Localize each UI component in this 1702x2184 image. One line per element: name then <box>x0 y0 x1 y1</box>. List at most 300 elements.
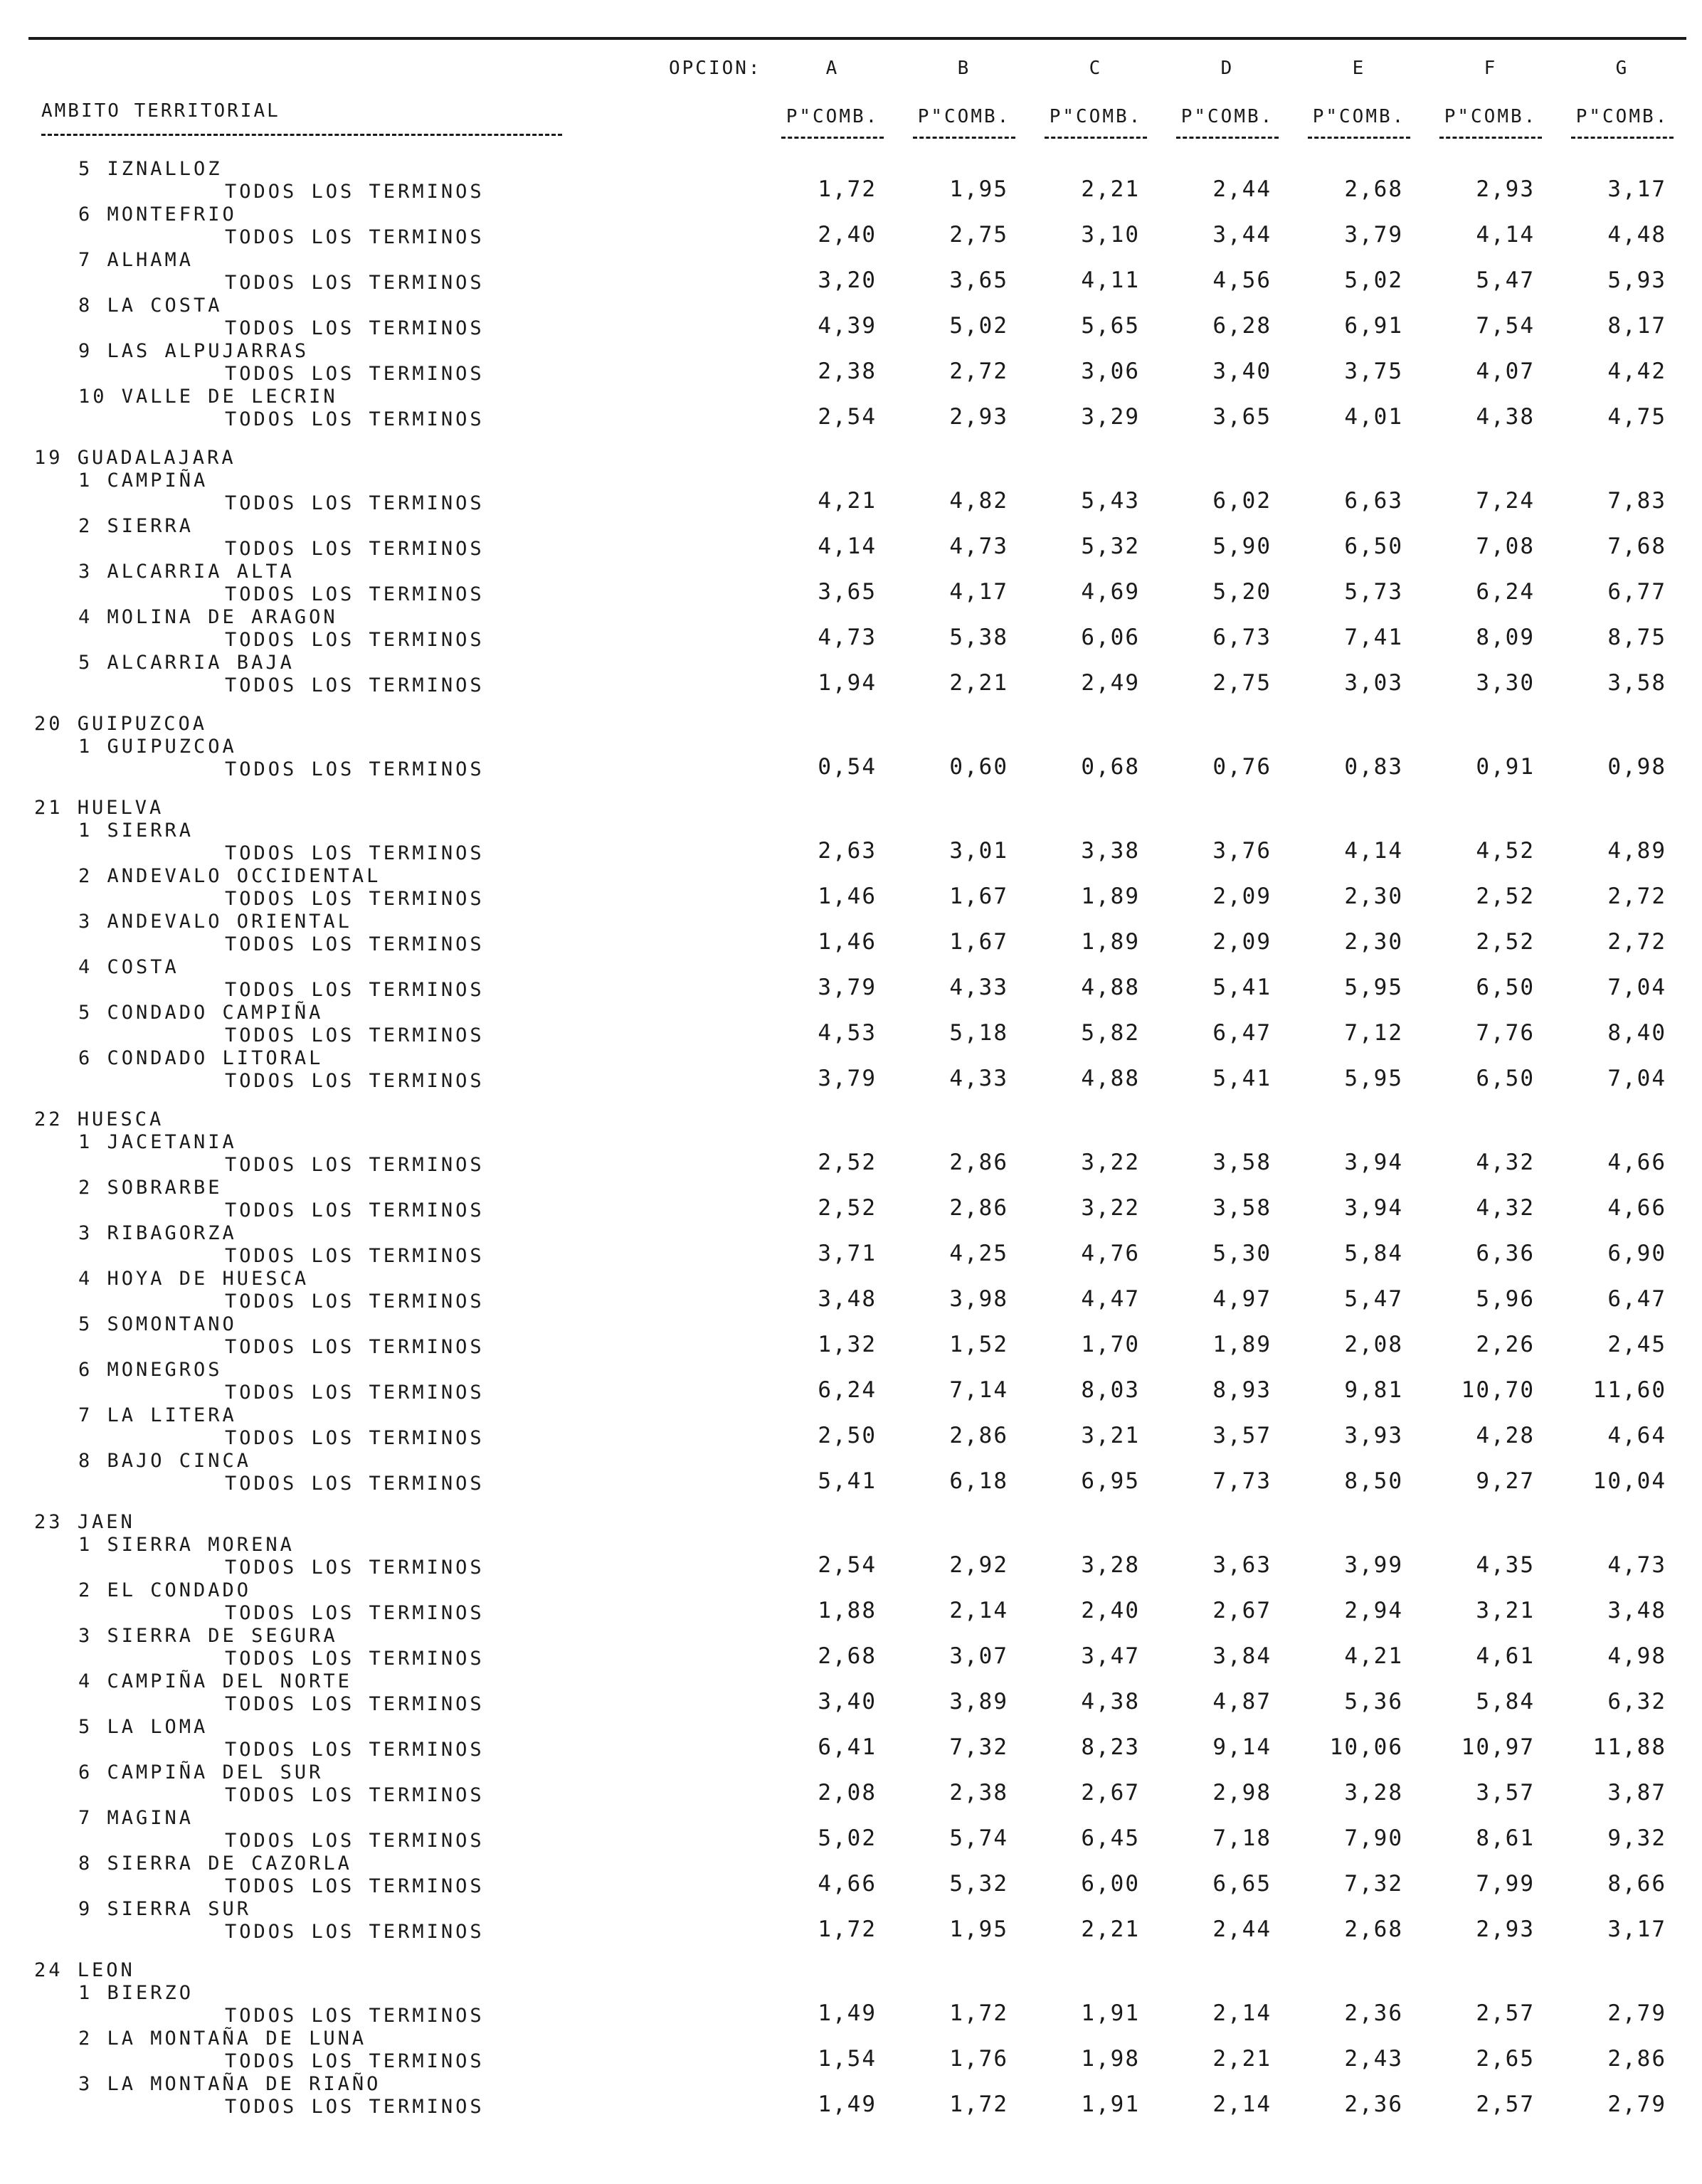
value-cell-b: 5,18 <box>949 1020 1008 1046</box>
value-cell-c: 3,29 <box>1081 404 1140 430</box>
value-cell-b: 1,67 <box>949 929 1008 955</box>
comarca-label: 8 BAJO CINCA <box>78 1450 252 1472</box>
value-cell-e: 2,94 <box>1344 1598 1403 1623</box>
value-cell-a: 1,46 <box>818 884 877 909</box>
value-cell-b: 5,32 <box>949 1871 1008 1897</box>
value-cell-d: 6,65 <box>1212 1871 1272 1897</box>
comarca-label: 1 BIERZO <box>78 1982 194 2004</box>
value-cell-e: 3,99 <box>1344 1552 1403 1578</box>
value-cell-d: 2,09 <box>1212 884 1272 909</box>
value-cell-d: 3,58 <box>1212 1150 1272 1175</box>
comarca-label: 2 ANDEVALO OCCIDENTAL <box>78 865 381 887</box>
value-cell-e: 5,36 <box>1344 1689 1403 1714</box>
term-label: TODOS LOS TERMINOS <box>225 1739 485 1761</box>
term-label: TODOS LOS TERMINOS <box>225 1427 485 1449</box>
term-label: TODOS LOS TERMINOS <box>225 1830 485 1852</box>
value-cell-a: 1,46 <box>818 929 877 955</box>
value-cell-g: 4,64 <box>1607 1423 1666 1448</box>
value-cell-d: 2,67 <box>1212 1598 1272 1623</box>
value-cell-d: 5,30 <box>1212 1241 1272 1266</box>
value-cell-g: 7,04 <box>1607 975 1666 1000</box>
value-cell-c: 4,11 <box>1081 267 1140 293</box>
value-cell-b: 2,38 <box>949 1780 1008 1806</box>
value-cell-a: 4,66 <box>818 1871 877 1897</box>
value-cell-e: 4,01 <box>1344 404 1403 430</box>
term-label: TODOS LOS TERMINOS <box>225 1693 485 1715</box>
value-cell-c: 2,49 <box>1081 670 1140 696</box>
value-cell-b: 4,17 <box>949 579 1008 605</box>
value-cell-c: 6,00 <box>1081 1871 1140 1897</box>
comarca-label: 1 CAMPIÑA <box>78 470 208 492</box>
value-cell-g: 3,48 <box>1607 1598 1666 1623</box>
value-cell-g: 4,48 <box>1607 222 1666 248</box>
comarca-label: 5 ALCARRIA BAJA <box>78 652 295 674</box>
comarca-label: 5 CONDADO CAMPIÑA <box>78 1002 324 1024</box>
value-cell-f: 7,99 <box>1476 1871 1535 1897</box>
value-cell-b: 2,86 <box>949 1423 1008 1448</box>
value-cell-f: 3,30 <box>1476 670 1535 696</box>
term-label: TODOS LOS TERMINOS <box>225 933 485 955</box>
value-cell-e: 6,63 <box>1344 488 1403 514</box>
term-label: TODOS LOS TERMINOS <box>225 1557 485 1579</box>
comarca-label: 5 IZNALLOZ <box>78 158 223 180</box>
value-cell-g: 11,88 <box>1592 1734 1666 1760</box>
value-cell-b: 4,25 <box>949 1241 1008 1266</box>
column-subheader-c: P"COMB. <box>1049 106 1143 127</box>
value-cell-b: 3,07 <box>949 1643 1008 1669</box>
value-cell-f: 5,47 <box>1476 267 1535 293</box>
value-cell-a: 2,68 <box>818 1643 877 1669</box>
value-cell-a: 0,54 <box>818 754 877 780</box>
value-cell-d: 3,57 <box>1212 1423 1272 1448</box>
column-letter-b: B <box>957 58 971 79</box>
value-cell-c: 1,91 <box>1081 2092 1140 2117</box>
comarca-label: 2 SIERRA <box>78 515 194 537</box>
ambito-territorial-label: AMBITO TERRITORIAL <box>41 100 280 122</box>
term-label: TODOS LOS TERMINOS <box>225 842 485 864</box>
value-cell-g: 5,93 <box>1607 267 1666 293</box>
value-cell-e: 4,21 <box>1344 1643 1403 1669</box>
value-cell-f: 4,38 <box>1476 404 1535 430</box>
value-cell-e: 4,14 <box>1344 838 1403 864</box>
value-cell-b: 3,89 <box>949 1689 1008 1714</box>
value-cell-e: 2,30 <box>1344 929 1403 955</box>
value-cell-a: 2,38 <box>818 359 877 384</box>
value-cell-b: 1,95 <box>949 176 1008 202</box>
value-cell-f: 2,93 <box>1476 176 1535 202</box>
term-label: TODOS LOS TERMINOS <box>225 181 485 203</box>
value-cell-e: 6,91 <box>1344 313 1403 339</box>
column-underline-b <box>913 137 1015 139</box>
value-cell-g: 2,79 <box>1607 2000 1666 2026</box>
value-cell-d: 8,93 <box>1212 1377 1272 1403</box>
value-cell-e: 3,28 <box>1344 1780 1403 1806</box>
value-cell-c: 5,32 <box>1081 534 1140 559</box>
column-underline-a <box>781 137 884 139</box>
value-cell-g: 6,77 <box>1607 579 1666 605</box>
value-cell-b: 3,01 <box>949 838 1008 864</box>
value-cell-g: 6,47 <box>1607 1286 1666 1312</box>
column-letter-d: D <box>1220 58 1235 79</box>
value-cell-e: 5,73 <box>1344 579 1403 605</box>
value-cell-f: 3,21 <box>1476 1598 1535 1623</box>
province-heading: 20 GUIPUZCOA <box>34 713 208 735</box>
value-cell-g: 9,32 <box>1607 1825 1666 1851</box>
value-cell-f: 2,52 <box>1476 884 1535 909</box>
value-cell-e: 2,68 <box>1344 1917 1403 1942</box>
value-cell-g: 7,68 <box>1607 534 1666 559</box>
value-cell-a: 4,39 <box>818 313 877 339</box>
value-cell-e: 3,94 <box>1344 1150 1403 1175</box>
comarca-label: 2 SOBRARBE <box>78 1177 223 1199</box>
value-cell-b: 5,02 <box>949 313 1008 339</box>
value-cell-f: 3,57 <box>1476 1780 1535 1806</box>
value-cell-g: 3,17 <box>1607 176 1666 202</box>
column-letter-e: E <box>1352 58 1366 79</box>
value-cell-e: 2,08 <box>1344 1332 1403 1357</box>
value-cell-a: 5,02 <box>818 1825 877 1851</box>
value-cell-a: 3,71 <box>818 1241 877 1266</box>
value-cell-f: 2,57 <box>1476 2000 1535 2026</box>
column-subheader-f: P"COMB. <box>1444 106 1538 127</box>
comarca-label: 1 SIERRA MORENA <box>78 1534 295 1556</box>
value-cell-c: 4,69 <box>1081 579 1140 605</box>
value-cell-e: 5,95 <box>1344 975 1403 1000</box>
column-underline-d <box>1176 137 1279 139</box>
value-cell-b: 2,14 <box>949 1598 1008 1623</box>
term-label: TODOS LOS TERMINOS <box>225 583 485 605</box>
value-cell-c: 3,28 <box>1081 1552 1140 1578</box>
column-letter-a: A <box>825 58 840 79</box>
ambito-underline <box>41 134 562 136</box>
value-cell-e: 9,81 <box>1344 1377 1403 1403</box>
value-cell-f: 0,91 <box>1476 754 1535 780</box>
value-cell-b: 4,33 <box>949 975 1008 1000</box>
comarca-label: 2 EL CONDADO <box>78 1579 252 1601</box>
term-label: TODOS LOS TERMINOS <box>225 1875 485 1897</box>
term-label: TODOS LOS TERMINOS <box>225 758 485 780</box>
value-cell-a: 2,52 <box>818 1150 877 1175</box>
value-cell-g: 3,58 <box>1607 670 1666 696</box>
value-cell-c: 5,82 <box>1081 1020 1140 1046</box>
value-cell-a: 1,54 <box>818 2046 877 2072</box>
value-cell-d: 2,14 <box>1212 2092 1272 2117</box>
value-cell-c: 5,65 <box>1081 313 1140 339</box>
term-label: TODOS LOS TERMINOS <box>225 317 485 339</box>
value-cell-c: 1,91 <box>1081 2000 1140 2026</box>
comarca-label: 6 MONEGROS <box>78 1359 223 1381</box>
comarca-label: 2 LA MONTAÑA DE LUNA <box>78 2027 367 2050</box>
value-cell-f: 5,96 <box>1476 1286 1535 1312</box>
value-cell-g: 8,75 <box>1607 625 1666 650</box>
value-cell-d: 3,58 <box>1212 1195 1272 1221</box>
value-cell-e: 5,95 <box>1344 1066 1403 1091</box>
term-label: TODOS LOS TERMINOS <box>225 1290 485 1313</box>
term-label: TODOS LOS TERMINOS <box>225 1473 485 1495</box>
value-cell-g: 7,04 <box>1607 1066 1666 1091</box>
value-cell-e: 5,02 <box>1344 267 1403 293</box>
value-cell-d: 3,65 <box>1212 404 1272 430</box>
value-cell-f: 10,97 <box>1461 1734 1535 1760</box>
value-cell-a: 6,41 <box>818 1734 877 1760</box>
value-cell-d: 2,14 <box>1212 2000 1272 2026</box>
value-cell-d: 6,47 <box>1212 1020 1272 1046</box>
value-cell-c: 5,43 <box>1081 488 1140 514</box>
value-cell-c: 2,40 <box>1081 1598 1140 1623</box>
column-underline-g <box>1571 137 1674 139</box>
value-cell-a: 1,72 <box>818 1917 877 1942</box>
value-cell-a: 6,24 <box>818 1377 877 1403</box>
value-cell-f: 4,52 <box>1476 838 1535 864</box>
value-cell-a: 4,53 <box>818 1020 877 1046</box>
value-cell-g: 2,79 <box>1607 2092 1666 2117</box>
value-cell-e: 2,36 <box>1344 2092 1403 2117</box>
value-cell-a: 1,94 <box>818 670 877 696</box>
term-label: TODOS LOS TERMINOS <box>225 363 485 385</box>
value-cell-a: 3,20 <box>818 267 877 293</box>
comarca-label: 4 HOYA DE HUESCA <box>78 1268 310 1290</box>
comarca-label: 3 ALCARRIA ALTA <box>78 561 295 583</box>
province-heading: 23 JAEN <box>34 1511 135 1533</box>
term-label: TODOS LOS TERMINOS <box>225 2096 485 2118</box>
comarca-label: 8 LA COSTA <box>78 295 223 317</box>
value-cell-b: 6,18 <box>949 1468 1008 1494</box>
value-cell-d: 7,18 <box>1212 1825 1272 1851</box>
value-cell-f: 7,08 <box>1476 534 1535 559</box>
value-cell-e: 6,50 <box>1344 534 1403 559</box>
value-cell-f: 6,36 <box>1476 1241 1535 1266</box>
value-cell-e: 7,32 <box>1344 1871 1403 1897</box>
value-cell-a: 2,50 <box>818 1423 877 1448</box>
term-label: TODOS LOS TERMINOS <box>225 1245 485 1267</box>
value-cell-b: 0,60 <box>949 754 1008 780</box>
value-cell-c: 3,21 <box>1081 1423 1140 1448</box>
value-cell-g: 8,66 <box>1607 1871 1666 1897</box>
value-cell-f: 2,26 <box>1476 1332 1535 1357</box>
value-cell-c: 3,10 <box>1081 222 1140 248</box>
value-cell-c: 4,88 <box>1081 1066 1140 1091</box>
value-cell-c: 0,68 <box>1081 754 1140 780</box>
value-cell-a: 2,40 <box>818 222 877 248</box>
comarca-label: 3 ANDEVALO ORIENTAL <box>78 911 352 933</box>
value-cell-d: 5,41 <box>1212 975 1272 1000</box>
value-cell-b: 2,72 <box>949 359 1008 384</box>
value-cell-d: 4,56 <box>1212 267 1272 293</box>
value-cell-g: 2,72 <box>1607 884 1666 909</box>
value-cell-a: 4,21 <box>818 488 877 514</box>
value-cell-e: 5,47 <box>1344 1286 1403 1312</box>
value-cell-c: 4,88 <box>1081 975 1140 1000</box>
term-label: TODOS LOS TERMINOS <box>225 492 485 514</box>
value-cell-b: 3,65 <box>949 267 1008 293</box>
value-cell-f: 7,54 <box>1476 313 1535 339</box>
value-cell-a: 4,14 <box>818 534 877 559</box>
value-cell-f: 4,32 <box>1476 1150 1535 1175</box>
value-cell-c: 3,38 <box>1081 838 1140 864</box>
value-cell-g: 4,66 <box>1607 1150 1666 1175</box>
value-cell-d: 2,09 <box>1212 929 1272 955</box>
value-cell-b: 1,76 <box>949 2046 1008 2072</box>
value-cell-a: 2,52 <box>818 1195 877 1221</box>
value-cell-c: 1,89 <box>1081 884 1140 909</box>
value-cell-a: 2,63 <box>818 838 877 864</box>
value-cell-c: 3,47 <box>1081 1643 1140 1669</box>
value-cell-f: 4,28 <box>1476 1423 1535 1448</box>
value-cell-b: 2,92 <box>949 1552 1008 1578</box>
term-label: TODOS LOS TERMINOS <box>225 1784 485 1806</box>
comarca-label: 1 GUIPUZCOA <box>78 736 237 758</box>
value-cell-c: 2,21 <box>1081 1917 1140 1942</box>
comarca-label: 4 COSTA <box>78 956 179 978</box>
value-cell-d: 2,98 <box>1212 1780 1272 1806</box>
value-cell-d: 3,63 <box>1212 1552 1272 1578</box>
value-cell-g: 2,86 <box>1607 2046 1666 2072</box>
value-cell-b: 5,38 <box>949 625 1008 650</box>
column-letter-g: G <box>1615 58 1629 79</box>
value-cell-e: 3,94 <box>1344 1195 1403 1221</box>
term-label: TODOS LOS TERMINOS <box>225 408 485 430</box>
value-cell-a: 1,49 <box>818 2092 877 2117</box>
value-cell-d: 5,90 <box>1212 534 1272 559</box>
term-label: TODOS LOS TERMINOS <box>225 1382 485 1404</box>
term-label: TODOS LOS TERMINOS <box>225 1602 485 1624</box>
comarca-label: 3 SIERRA DE SEGURA <box>78 1625 338 1647</box>
column-underline-f <box>1439 137 1542 139</box>
value-cell-f: 4,32 <box>1476 1195 1535 1221</box>
value-cell-g: 4,42 <box>1607 359 1666 384</box>
value-cell-b: 1,95 <box>949 1917 1008 1942</box>
value-cell-g: 8,17 <box>1607 313 1666 339</box>
value-cell-f: 2,65 <box>1476 2046 1535 2072</box>
value-cell-c: 4,38 <box>1081 1689 1140 1714</box>
value-cell-d: 2,21 <box>1212 2046 1272 2072</box>
value-cell-d: 9,14 <box>1212 1734 1272 1760</box>
value-cell-b: 4,33 <box>949 1066 1008 1091</box>
value-cell-g: 6,32 <box>1607 1689 1666 1714</box>
value-cell-d: 3,76 <box>1212 838 1272 864</box>
value-cell-e: 2,30 <box>1344 884 1403 909</box>
term-label: TODOS LOS TERMINOS <box>225 1648 485 1670</box>
value-cell-f: 7,24 <box>1476 488 1535 514</box>
value-cell-d: 2,44 <box>1212 1917 1272 1942</box>
value-cell-a: 1,49 <box>818 2000 877 2026</box>
term-label: TODOS LOS TERMINOS <box>225 538 485 560</box>
term-label: TODOS LOS TERMINOS <box>225 226 485 248</box>
province-heading: 22 HUESCA <box>34 1108 164 1130</box>
value-cell-e: 10,06 <box>1329 1734 1403 1760</box>
comarca-label: 7 LA LITERA <box>78 1404 237 1426</box>
value-cell-b: 7,14 <box>949 1377 1008 1403</box>
value-cell-f: 5,84 <box>1476 1689 1535 1714</box>
term-label: TODOS LOS TERMINOS <box>225 1921 485 1943</box>
column-underline-e <box>1308 137 1410 139</box>
value-cell-g: 3,17 <box>1607 1917 1666 1942</box>
term-label: TODOS LOS TERMINOS <box>225 979 485 1001</box>
value-cell-f: 7,76 <box>1476 1020 1535 1046</box>
value-cell-b: 4,82 <box>949 488 1008 514</box>
value-cell-d: 6,73 <box>1212 625 1272 650</box>
value-cell-e: 2,36 <box>1344 2000 1403 2026</box>
value-cell-d: 2,75 <box>1212 670 1272 696</box>
term-label: TODOS LOS TERMINOS <box>225 629 485 651</box>
value-cell-f: 4,35 <box>1476 1552 1535 1578</box>
value-cell-b: 4,73 <box>949 534 1008 559</box>
term-label: TODOS LOS TERMINOS <box>225 272 485 294</box>
value-cell-e: 7,41 <box>1344 625 1403 650</box>
value-cell-d: 4,87 <box>1212 1689 1272 1714</box>
value-cell-e: 3,93 <box>1344 1423 1403 1448</box>
value-cell-b: 2,75 <box>949 222 1008 248</box>
value-cell-g: 2,45 <box>1607 1332 1666 1357</box>
value-cell-e: 3,03 <box>1344 670 1403 696</box>
value-cell-e: 7,12 <box>1344 1020 1403 1046</box>
value-cell-e: 7,90 <box>1344 1825 1403 1851</box>
value-cell-d: 6,28 <box>1212 313 1272 339</box>
value-cell-e: 3,75 <box>1344 359 1403 384</box>
value-cell-g: 8,40 <box>1607 1020 1666 1046</box>
value-cell-g: 4,75 <box>1607 404 1666 430</box>
value-cell-c: 6,45 <box>1081 1825 1140 1851</box>
value-cell-b: 2,86 <box>949 1195 1008 1221</box>
value-cell-g: 11,60 <box>1592 1377 1666 1403</box>
value-cell-a: 1,88 <box>818 1598 877 1623</box>
comarca-label: 4 CAMPIÑA DEL NORTE <box>78 1670 352 1692</box>
comarca-label: 3 LA MONTAÑA DE RIAÑO <box>78 2073 381 2095</box>
value-cell-e: 3,79 <box>1344 222 1403 248</box>
value-cell-b: 1,67 <box>949 884 1008 909</box>
column-subheader-b: P"COMB. <box>917 106 1011 127</box>
comarca-label: 7 ALHAMA <box>78 249 194 271</box>
value-cell-g: 4,73 <box>1607 1552 1666 1578</box>
value-cell-g: 4,98 <box>1607 1643 1666 1669</box>
comarca-label: 7 MAGINA <box>78 1807 194 1829</box>
term-label: TODOS LOS TERMINOS <box>225 674 485 696</box>
value-cell-a: 4,73 <box>818 625 877 650</box>
value-cell-d: 0,76 <box>1212 754 1272 780</box>
value-cell-d: 1,89 <box>1212 1332 1272 1357</box>
value-cell-a: 2,08 <box>818 1780 877 1806</box>
value-cell-b: 2,86 <box>949 1150 1008 1175</box>
value-cell-a: 1,72 <box>818 176 877 202</box>
value-cell-f: 10,70 <box>1461 1377 1535 1403</box>
value-cell-a: 3,40 <box>818 1689 877 1714</box>
value-cell-e: 0,83 <box>1344 754 1403 780</box>
term-label: TODOS LOS TERMINOS <box>225 1154 485 1176</box>
province-heading: 19 GUADALAJARA <box>34 447 236 469</box>
term-label: TODOS LOS TERMINOS <box>225 1024 485 1046</box>
value-cell-a: 5,41 <box>818 1468 877 1494</box>
value-cell-b: 2,93 <box>949 404 1008 430</box>
value-cell-c: 3,22 <box>1081 1195 1140 1221</box>
comarca-label: 8 SIERRA DE CAZORLA <box>78 1852 352 1875</box>
comarca-label: 5 LA LOMA <box>78 1716 208 1738</box>
column-letter-f: F <box>1484 58 1498 79</box>
value-cell-g: 3,87 <box>1607 1780 1666 1806</box>
comarca-label: 6 CAMPIÑA DEL SUR <box>78 1761 324 1783</box>
value-cell-f: 4,14 <box>1476 222 1535 248</box>
value-cell-b: 5,74 <box>949 1825 1008 1851</box>
value-cell-a: 3,79 <box>818 975 877 1000</box>
value-cell-c: 3,06 <box>1081 359 1140 384</box>
term-label: TODOS LOS TERMINOS <box>225 2005 485 2027</box>
value-cell-a: 3,79 <box>818 1066 877 1091</box>
value-cell-f: 6,50 <box>1476 1066 1535 1091</box>
term-label: TODOS LOS TERMINOS <box>225 1070 485 1092</box>
value-cell-d: 2,44 <box>1212 176 1272 202</box>
top-rule <box>28 37 1686 40</box>
value-cell-d: 3,84 <box>1212 1643 1272 1669</box>
value-cell-c: 3,22 <box>1081 1150 1140 1175</box>
